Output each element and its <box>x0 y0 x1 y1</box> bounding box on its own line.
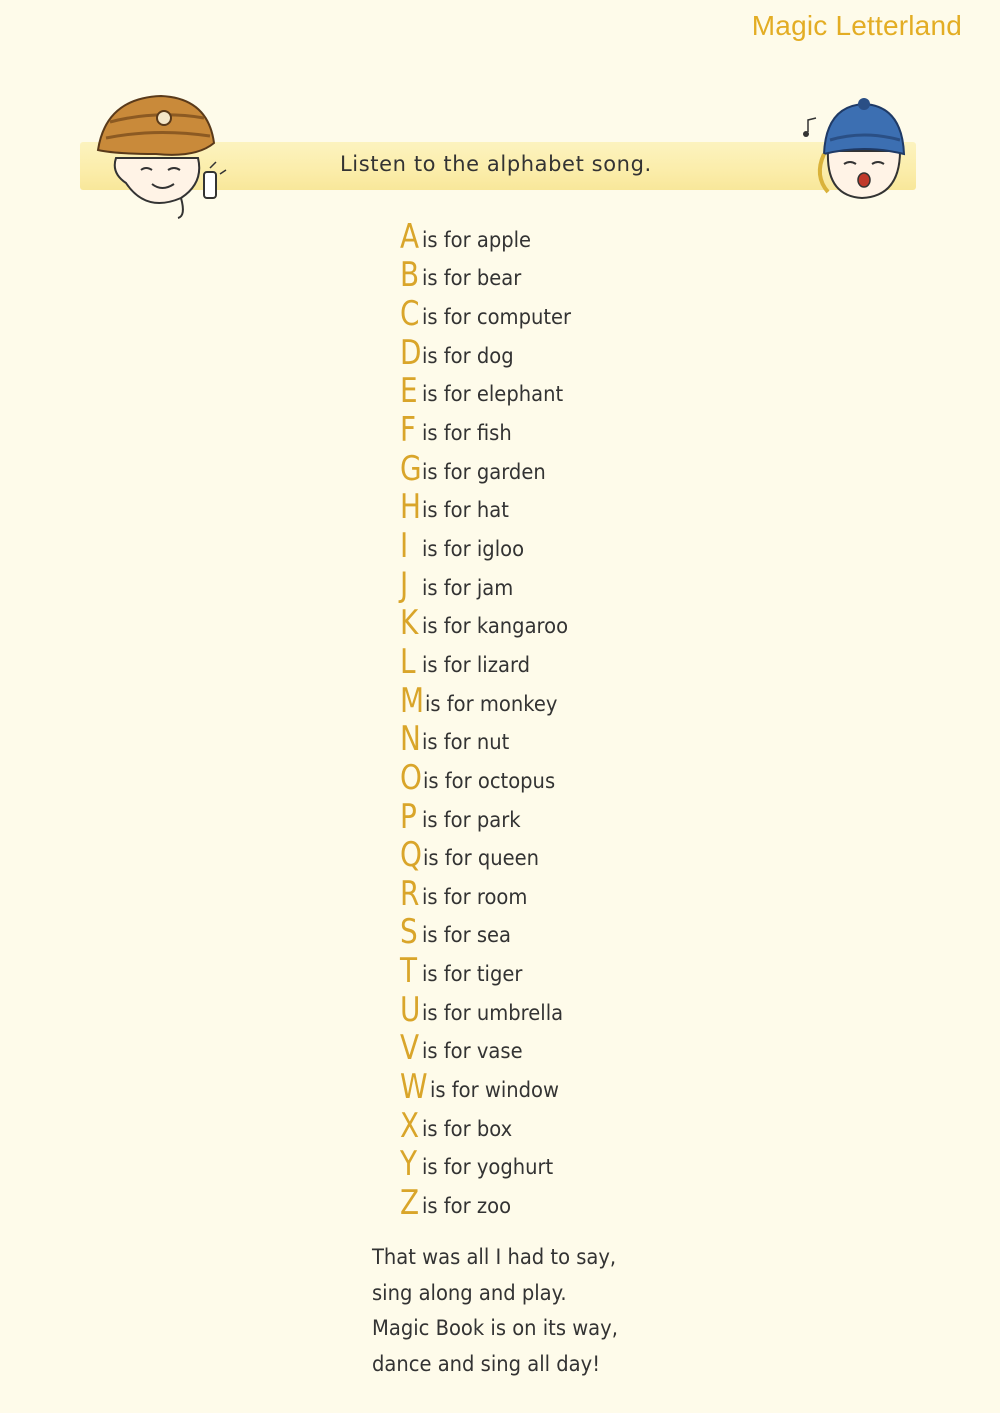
alphabet-phrase: is for park <box>422 807 521 832</box>
alphabet-row-k <box>400 602 582 644</box>
alphabet-row-j <box>400 563 582 605</box>
alphabet-phrase: is for queen <box>422 846 539 871</box>
page-title: Magic Letterland <box>751 10 962 41</box>
alphabet-letter: X <box>400 1105 420 1146</box>
alphabet-phrase: is for apple <box>422 227 532 252</box>
alphabet-row-l <box>400 640 582 682</box>
alphabet-letter: V <box>400 1028 420 1069</box>
alphabet-phrase: is for dog <box>422 343 514 368</box>
alphabet-letter: W <box>400 1067 428 1108</box>
alphabet-phrase: is for window <box>429 1078 559 1103</box>
alphabet-row-o <box>400 756 582 798</box>
alphabet-phrase: is for bear <box>422 266 522 291</box>
alphabet-letter: K <box>400 603 419 644</box>
alphabet-row-q <box>400 834 582 876</box>
alphabet-row-y <box>400 1143 582 1185</box>
alphabet-row-e <box>400 370 582 412</box>
alphabet-row-p <box>400 795 582 837</box>
alphabet-letter: U <box>400 989 421 1030</box>
alphabet-phrase: is for hat <box>422 498 509 523</box>
alphabet-row-u <box>400 988 582 1030</box>
alphabet-letter: F <box>400 409 417 450</box>
alphabet-letter: E <box>400 371 418 412</box>
alphabet-row-a <box>400 215 582 257</box>
alphabet-list <box>400 215 582 1224</box>
alphabet-phrase: is for elephant <box>422 382 564 407</box>
verse-line: dance and sing all day! <box>372 1351 601 1376</box>
alphabet-letter: D <box>400 332 422 373</box>
alphabet-letter: J <box>400 564 409 605</box>
alphabet-phrase: is for room <box>422 884 528 909</box>
alphabet-letter: P <box>400 796 417 837</box>
alphabet-row-b <box>400 254 582 296</box>
alphabet-phrase: is for box <box>422 1116 513 1141</box>
verse-line: sing along and play. <box>372 1280 567 1305</box>
alphabet-letter: A <box>400 216 420 257</box>
singing-kid-icon <box>800 96 918 208</box>
alphabet-row-d <box>400 331 582 373</box>
alphabet-letter: L <box>400 641 416 682</box>
alphabet-letter: C <box>400 293 420 334</box>
alphabet-row-x <box>400 1104 582 1146</box>
alphabet-phrase: is for yoghurt <box>422 1155 554 1180</box>
alphabet-letter: S <box>400 912 418 953</box>
alphabet-letter: Y <box>400 1144 418 1185</box>
alphabet-row-z <box>400 1181 582 1224</box>
alphabet-phrase: is for lizard <box>422 652 531 677</box>
alphabet-letter: O <box>400 757 422 798</box>
alphabet-letter: Q <box>400 835 422 876</box>
alphabet-phrase: is for sea <box>422 923 512 948</box>
alphabet-letter: G <box>400 448 422 489</box>
alphabet-row-i <box>400 524 582 566</box>
alphabet-letter: N <box>400 719 421 760</box>
alphabet-letter: B <box>400 255 420 296</box>
alphabet-row-v <box>400 1027 582 1069</box>
alphabet-phrase: is for vase <box>422 1039 523 1064</box>
verse-line: That was all I had to say, <box>372 1245 617 1269</box>
alphabet-phrase: is for tiger <box>422 962 523 987</box>
song-verse <box>372 1240 636 1382</box>
alphabet-row-r <box>400 872 582 914</box>
alphabet-letter: I <box>400 525 409 566</box>
alphabet-letter: H <box>400 487 421 528</box>
alphabet-row-t <box>400 949 582 992</box>
alphabet-phrase: is for kangaroo <box>422 614 569 639</box>
alphabet-letter: T <box>400 951 418 992</box>
alphabet-row-s <box>400 911 582 953</box>
alphabet-phrase: is for garden <box>422 459 547 484</box>
alphabet-row-m <box>400 679 582 721</box>
alphabet-phrase: is for umbrella <box>422 1000 564 1025</box>
alphabet-phrase: is for zoo <box>422 1194 512 1219</box>
alphabet-phrase: is for fish <box>422 420 512 445</box>
alphabet-row-f <box>400 408 582 450</box>
alphabet-row-n <box>400 718 582 760</box>
alphabet-phrase: is for octopus <box>422 768 555 793</box>
alphabet-row-h <box>400 486 582 528</box>
alphabet-letter: Z <box>400 1183 420 1224</box>
alphabet-row-c <box>400 292 582 334</box>
alphabet-letter: M <box>400 680 425 721</box>
alphabet-letter: R <box>400 873 420 914</box>
instruction-text: Listen to the alphabet song. <box>340 152 652 176</box>
alphabet-phrase: is for jam <box>422 575 514 600</box>
alphabet-row-w <box>400 1065 582 1108</box>
alphabet-phrase: is for igloo <box>422 536 525 561</box>
listening-kid-icon <box>86 88 236 220</box>
alphabet-phrase: is for monkey <box>425 691 558 716</box>
verse-line: Magic Book is on its way, <box>372 1316 618 1340</box>
alphabet-phrase: is for nut <box>422 730 510 755</box>
alphabet-row-g <box>400 447 582 489</box>
alphabet-phrase: is for computer <box>422 304 572 329</box>
